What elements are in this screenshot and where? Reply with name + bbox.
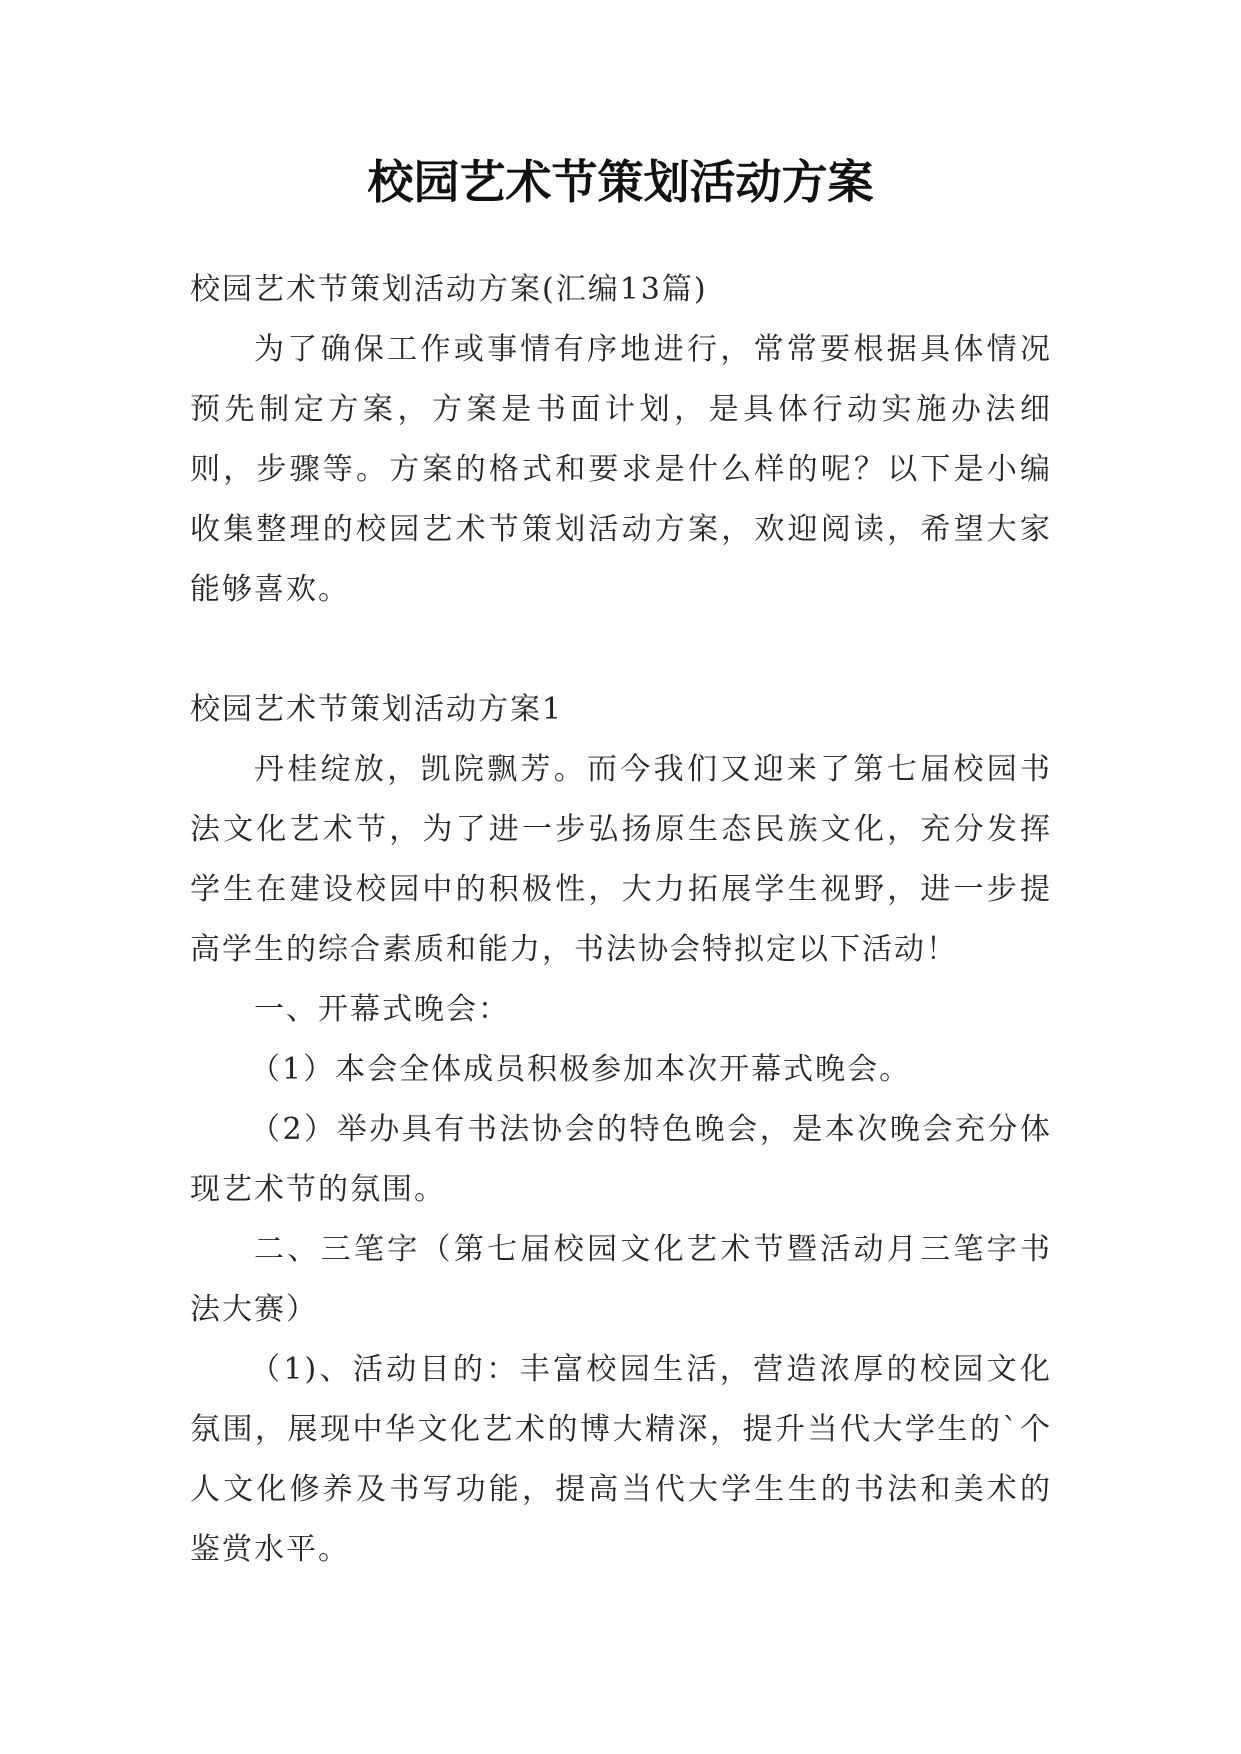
list-item-calligraphy-contest: 二、三笔字（第七届校园文化艺术节暨活动月三笔字书法大赛） (190, 1232, 1052, 1327)
list-subitem: （2）举办具有书法协会的特色晚会，是本次晚会充分体现艺术节的氛围。 (190, 1112, 1052, 1207)
list-subitem: （1）本会全体成员积极参加本次开幕式晚会。 (250, 1052, 912, 1087)
document-title: 校园艺术节策划活动方案 (367, 155, 874, 209)
intro-paragraph: 为了确保工作或事情有序地进行，常常要根据具体情况预先制定方案，方案是书面计划，是具体行动实施办法细则，步骤等。方案的格式和要求是什么样的呢？以下是小编收集整理的校园艺术节策划活动方案，欢迎阅读，希望大家能够喜欢。 (190, 332, 1052, 607)
paragraph-gap (190, 620, 1052, 680)
document-subtitle: 校园艺术节策划活动方案(汇编13篇) (190, 272, 708, 307)
section-heading: 校园艺术节策划活动方案1 (190, 692, 564, 727)
section-paragraph: 丹桂绽放，凯院飘芳。而今我们又迎来了第七届校园书法文化艺术节，为了进一步弘扬原生态民族文化，充分发挥学生在建设校园中的积极性，大力拓展学生视野，进一步提高学生的综合素质和能力，书法协会特拟定以下活动！ (190, 752, 1052, 967)
list-subitem: （1)、活动目的：丰富校园生活，营造浓厚的校园文化氛围，展现中华文化艺术的博大精深，提升当代大学生的`个人文化修养及书写功能，提高当代大学生生的书法和美术的鉴赏水平。 (190, 1352, 1052, 1567)
document-body (190, 260, 1052, 1580)
list-item-opening-gala: 一、开幕式晚会： (254, 992, 510, 1027)
